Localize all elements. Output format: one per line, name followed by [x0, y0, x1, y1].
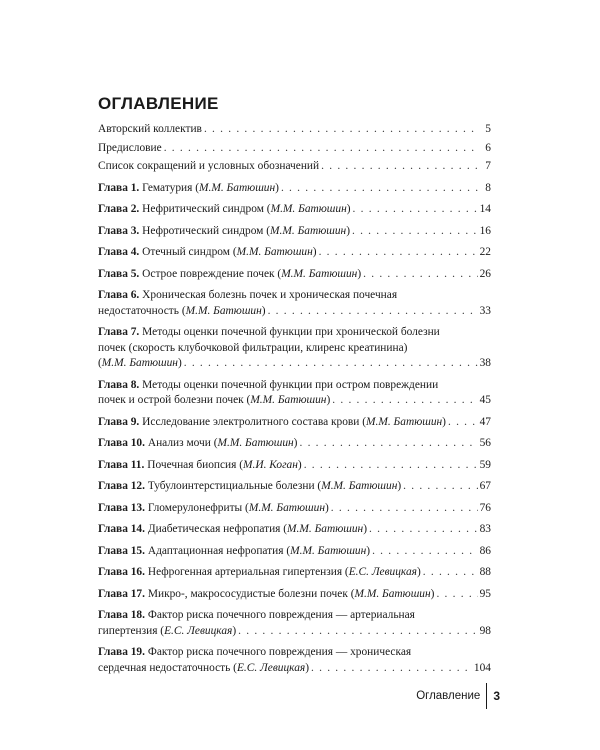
chapter-author: Е.С. Левицкая: [164, 624, 233, 637]
chapter-title-tail: ): [326, 394, 331, 406]
chapter-title: недостаточность (: [98, 304, 186, 317]
toc-entry-text: [98, 624, 236, 640]
page-number: 59: [479, 458, 491, 471]
page-number: 47: [479, 415, 491, 428]
toc-entry-text: [98, 122, 202, 138]
page-number: 76: [479, 501, 491, 514]
toc-entry-text: [98, 458, 302, 474]
page-number: 98: [479, 624, 491, 637]
chapter-author: М.М. Батюшин: [199, 181, 276, 194]
page-number: 56: [479, 437, 491, 449]
toc-entry[interactable]: [98, 479, 491, 495]
toc-entry-text: [98, 245, 317, 261]
chapter-title: Адаптационная нефропатия (: [147, 544, 291, 557]
dot-leader: [423, 565, 478, 581]
dot-leader: [299, 436, 477, 452]
page-number: 38: [479, 357, 491, 369]
chapter-author: М.М. Батюшин: [287, 523, 364, 535]
chapter-title-tail: ): [305, 661, 309, 674]
chapter-title: Почечная биопсия (: [147, 458, 244, 471]
chapter-title-tail: ): [366, 544, 371, 557]
toc-entry-line: [98, 393, 491, 409]
chapter-number: Глава 6.: [98, 289, 140, 301]
chapter-title: Острое повреждение почек (: [142, 267, 282, 280]
chapter-title-tail: ): [297, 458, 302, 471]
chapter-number: Глава 2.: [98, 203, 140, 215]
toc-entry[interactable]: [98, 202, 491, 218]
chapter-title: почек и острой болезни почек (: [98, 394, 251, 406]
chapter-title: Микро-, макрососудистые болезни почек (: [147, 587, 355, 600]
dot-leader: [331, 501, 478, 517]
dot-leader: [369, 522, 478, 538]
chapter-title: Анализ мочи (: [147, 437, 218, 449]
toc-entry[interactable]: [98, 288, 491, 319]
page-number: 8: [485, 181, 491, 194]
chapter-author: М.М. Батюшин: [248, 501, 325, 514]
chapter-title-tail: ): [357, 267, 362, 280]
toc-entry-line: [98, 224, 491, 240]
toc-entry-line: [98, 565, 491, 581]
page-number: 5: [485, 123, 491, 135]
toc-entry-line: [98, 587, 491, 603]
toc-entry-text: [98, 661, 309, 677]
toc-entry-line: [98, 202, 491, 218]
dot-leader: [372, 544, 478, 560]
dot-leader: [353, 202, 478, 218]
toc-entry[interactable]: [98, 245, 491, 261]
page-number: 33: [479, 304, 491, 317]
toc-entry-line: [98, 267, 491, 283]
toc-entry-text: [98, 565, 421, 581]
toc-entry-line: [98, 141, 491, 157]
toc-entry-line: [98, 304, 491, 320]
chapter-title: Диабетическая нефропатия (: [147, 523, 288, 535]
chapter-title: Методы оценки почечной функции при хронической болезни: [142, 326, 440, 338]
chapter-author: М.М. Батюшин: [290, 544, 367, 557]
dot-leader: [304, 458, 478, 474]
toc-entry[interactable]: [98, 436, 491, 452]
page-title: ОГЛАВЛЕНИЕ: [98, 94, 219, 113]
chapter-title-tail: ): [293, 437, 298, 449]
toc-entry[interactable]: [98, 159, 491, 175]
chapter-number: Глава 17.: [98, 587, 145, 600]
toc-entry[interactable]: [98, 458, 491, 474]
toc-entry[interactable]: [98, 141, 491, 157]
toc-entry[interactable]: [98, 565, 491, 581]
chapter-title: Методы оценки почечной функции при остром повреждении: [142, 378, 439, 391]
toc-entry[interactable]: [98, 608, 491, 639]
chapter-title: Список сокращений и условных обозначений: [98, 160, 320, 172]
chapter-title-tail: ): [346, 224, 350, 237]
chapter-title: Хроническая болезнь почек и хроническая почечная: [142, 289, 398, 301]
chapter-number: Глава 18.: [98, 609, 145, 621]
chapter-title: Авторский коллектив: [98, 123, 202, 135]
toc-entry[interactable]: [98, 544, 491, 560]
toc-entry[interactable]: [98, 587, 491, 603]
chapter-title: Гломерулонефриты (: [147, 501, 249, 514]
chapter-title: Тубулоинтерстициальные болезни (: [147, 480, 322, 492]
toc-entry-line: [98, 341, 491, 357]
chapter-number: Глава 7.: [98, 326, 140, 338]
chapter-title: Предисловие: [98, 141, 162, 154]
page-number: 14: [479, 203, 491, 215]
chapter-author: М.М. Батюшин: [281, 267, 358, 280]
page-number: 26: [479, 267, 491, 280]
chapter-author: М.М. Батюшин: [321, 480, 398, 492]
toc-entry-line: [98, 356, 491, 372]
chapter-author: М.М. Батюшин: [185, 304, 262, 317]
toc-entry[interactable]: [98, 325, 491, 372]
chapter-author: М.М. Батюшин: [101, 357, 178, 369]
page-number: 83: [479, 523, 491, 535]
chapter-title-tail: ): [430, 587, 435, 600]
toc-entry-line: [98, 159, 491, 175]
dot-leader: [448, 415, 478, 431]
toc-entry-text: [98, 645, 411, 661]
page-number: 7: [485, 160, 491, 172]
toc-entry-text: [98, 544, 370, 560]
chapter-author: М.М. Батюшин: [217, 437, 294, 449]
toc-entry-line: [98, 479, 491, 495]
toc-entry-text: [98, 181, 279, 197]
toc-entry-line: [98, 608, 491, 624]
chapter-title: Отечный синдром (: [142, 246, 237, 258]
dot-leader: [311, 661, 472, 677]
toc-entry-line: [98, 661, 491, 677]
chapter-number: Глава 10.: [98, 437, 145, 449]
chapter-title-tail: ): [232, 624, 237, 637]
chapter-title-tail: ): [177, 357, 182, 369]
dot-leader: [352, 224, 478, 240]
toc-entry-line: [98, 645, 491, 661]
chapter-title-tail: ): [312, 246, 317, 258]
toc-entry-line: [98, 501, 491, 517]
toc-entry-line: [98, 245, 491, 261]
toc-entry-line: [98, 624, 491, 640]
toc-entry[interactable]: [98, 224, 491, 240]
chapter-author: М.М. Батюшин: [236, 246, 313, 258]
toc-entry-text: [98, 501, 329, 517]
chapter-number: Глава 4.: [98, 246, 140, 258]
dot-leader: [204, 122, 479, 138]
toc-entry-text: [98, 141, 162, 157]
chapter-number: Глава 13.: [98, 501, 145, 514]
toc-entry[interactable]: [98, 122, 491, 138]
chapter-number: Глава 3.: [98, 224, 140, 237]
chapter-title: Исследование электролитного состава крови (: [142, 415, 367, 428]
toc-entry-text: [98, 436, 297, 452]
chapter-title: Гематурия (: [142, 181, 200, 194]
toc-entry-line: [98, 325, 491, 341]
page-number: 45: [479, 394, 491, 406]
dot-leader: [238, 624, 477, 640]
dot-leader: [332, 393, 477, 409]
chapter-title: Нефрогенная артериальная гипертензия (: [147, 566, 349, 578]
toc-entry-text: [98, 267, 361, 283]
dot-leader: [281, 181, 479, 197]
chapter-title: (: [98, 357, 102, 369]
chapter-title-tail: ): [442, 415, 446, 428]
page-number: 95: [479, 587, 491, 600]
chapter-author: М.М. Батюшин: [270, 224, 347, 237]
toc-entry-line: [98, 522, 491, 538]
toc-entry-text: [98, 304, 266, 320]
toc-entry-line: [98, 436, 491, 452]
chapter-author: Е.С. Левицкая: [348, 566, 417, 578]
dot-leader: [363, 267, 477, 283]
toc-entry-text: [98, 325, 440, 341]
toc-entry[interactable]: [98, 378, 491, 409]
toc-entry[interactable]: [98, 645, 491, 676]
chapter-number: Глава 16.: [98, 566, 145, 578]
page-number: 16: [479, 224, 491, 237]
table-of-contents: [98, 122, 491, 676]
running-footer: [416, 683, 500, 709]
toc-entry[interactable]: [98, 181, 491, 197]
chapter-number: Глава 8.: [98, 378, 140, 391]
toc-entry-text: [98, 341, 407, 357]
footer-section-label: Оглавление: [416, 690, 481, 702]
dot-leader: [319, 245, 478, 261]
toc-entry-text: [98, 608, 415, 624]
chapter-author: М.М. Батюшин: [354, 587, 431, 600]
page-number: 88: [479, 566, 491, 578]
chapter-title-tail: ): [397, 480, 402, 492]
chapter-title-tail: ): [416, 566, 421, 578]
chapter-title: гипертензия (: [98, 624, 165, 637]
toc-entry-line: [98, 378, 491, 394]
chapter-title-tail: ): [275, 181, 279, 194]
chapter-number: Глава 19.: [98, 646, 145, 658]
toc-entry[interactable]: [98, 267, 491, 283]
chapter-title-tail: ): [363, 523, 367, 535]
chapter-number: Глава 9.: [98, 415, 140, 428]
chapter-number: Глава 11.: [98, 458, 145, 471]
toc-entry-line: [98, 458, 491, 474]
chapter-author: М.М. Батюшин: [366, 415, 443, 428]
page-number: 104: [473, 661, 491, 674]
chapter-title-tail: ): [346, 203, 351, 215]
dot-leader: [403, 479, 477, 495]
dot-leader: [268, 304, 478, 320]
chapter-number: Глава 12.: [98, 480, 145, 492]
toc-entry-text: [98, 522, 367, 538]
chapter-title: Нефритический синдром (: [142, 203, 271, 215]
toc-entry-line: [98, 122, 491, 138]
chapter-title: сердечная недостаточность (: [98, 661, 237, 674]
dot-leader: [436, 587, 477, 603]
toc-entry-text: [98, 224, 350, 240]
page-number: 22: [479, 246, 491, 258]
page-number: 6: [485, 141, 491, 154]
toc-entry-text: [98, 356, 182, 372]
chapter-author: М.М. Батюшин: [250, 394, 327, 406]
chapter-title-tail: ): [325, 501, 329, 514]
toc-entry[interactable]: [98, 501, 491, 517]
dot-leader: [184, 356, 478, 372]
footer-page-number: 3: [493, 689, 500, 703]
chapter-title-tail: ): [261, 304, 266, 317]
chapter-author: Е.С. Левицкая: [236, 661, 306, 674]
toc-entry-line: [98, 544, 491, 560]
toc-entry[interactable]: [98, 415, 491, 431]
dot-leader: [164, 141, 479, 157]
toc-entry-text: [98, 479, 401, 495]
chapter-author: М.М. Батюшин: [270, 203, 347, 215]
chapter-author: М.И. Коган: [243, 458, 298, 471]
toc-entry-line: [98, 288, 491, 304]
toc-entry-line: [98, 181, 491, 197]
toc-entry-text: [98, 202, 351, 218]
toc-entry-text: [98, 378, 438, 394]
chapter-number: Глава 1.: [98, 181, 140, 194]
page-number: 86: [479, 544, 491, 557]
toc-entry[interactable]: [98, 522, 491, 538]
chapter-title: Фактор риска почечного повреждения — артериальная: [147, 609, 415, 621]
dot-leader: [321, 159, 479, 175]
toc-entry-text: [98, 288, 397, 304]
page-number: 67: [479, 480, 491, 492]
chapter-number: Глава 14.: [98, 523, 145, 535]
chapter-number: Глава 15.: [98, 544, 145, 557]
chapter-title: почек (скорость клубочковой фильтрации, клиренс креатинина): [98, 341, 408, 354]
toc-entry-line: [98, 415, 491, 431]
toc-entry-text: [98, 415, 446, 431]
chapter-title: Нефротический синдром (: [142, 224, 271, 237]
toc-entry-text: [98, 587, 434, 603]
toc-entry-text: [98, 393, 330, 409]
toc-entry-text: [98, 159, 319, 175]
chapter-number: Глава 5.: [98, 267, 140, 280]
chapter-title: Фактор риска почечного повреждения — хроническая: [147, 646, 412, 658]
